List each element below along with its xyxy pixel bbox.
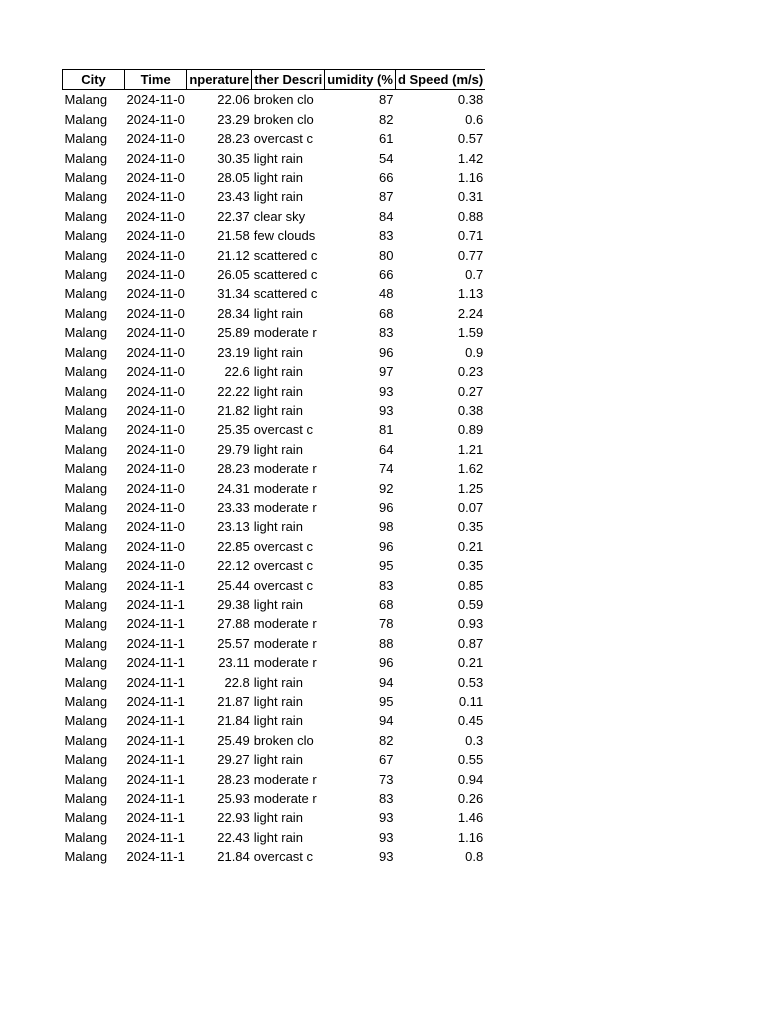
cell-wind-speed[interactable]: 0.7 <box>465 267 484 283</box>
cell-humidity[interactable]: 93 <box>378 383 394 399</box>
cell-temperature[interactable]: 22.85 <box>217 538 250 554</box>
table-row <box>63 653 486 672</box>
cell-city[interactable]: Malang <box>64 752 108 768</box>
cell-wind-speed[interactable]: 1.16 <box>457 829 484 845</box>
table-row <box>63 479 486 498</box>
cell-weather-description[interactable]: overcast c <box>253 538 314 554</box>
header-weather-description[interactable]: ther Descri <box>252 70 325 90</box>
cell-humidity[interactable]: 95 <box>378 558 394 574</box>
cell-temperature[interactable]: 22.8 <box>224 674 250 690</box>
table-row <box>63 382 486 401</box>
table-row <box>63 246 486 265</box>
cell-wind-speed[interactable]: 0.23 <box>457 364 484 380</box>
cell-wind-speed[interactable]: 0.89 <box>457 422 484 438</box>
cell-temperature[interactable]: 28.34 <box>217 305 250 321</box>
cell-humidity[interactable]: 96 <box>378 344 394 360</box>
table-row <box>63 90 486 110</box>
cell-wind-speed[interactable]: 1.62 <box>457 461 484 477</box>
cell-wind-speed[interactable]: 0.59 <box>457 596 484 612</box>
cell-city[interactable]: Malang <box>64 849 108 865</box>
cell-city[interactable]: Malang <box>64 422 108 438</box>
cell-weather-description[interactable]: moderate r <box>253 499 317 515</box>
cell-time[interactable]: 2024-11-1 <box>126 810 185 826</box>
cell-time[interactable]: 2024-11-0 <box>126 267 185 283</box>
cell-city[interactable]: Malang <box>64 616 108 632</box>
cell-temperature[interactable]: 23.43 <box>217 189 250 205</box>
cell-weather-description[interactable]: light rain <box>253 694 303 709</box>
cell-wind-speed[interactable]: 1.59 <box>457 325 484 341</box>
cell-wind-speed[interactable]: 0.87 <box>457 635 484 651</box>
cell-time[interactable]: 2024-11-1 <box>126 829 185 845</box>
header-humidity[interactable]: umidity (% <box>325 70 396 90</box>
cell-time[interactable]: 2024-11-0 <box>126 402 185 418</box>
cell-city[interactable]: Malang <box>64 402 108 418</box>
cell-time[interactable]: 2024-11-1 <box>126 616 185 632</box>
cell-temperature[interactable]: 21.84 <box>217 849 250 865</box>
cell-city[interactable]: Malang <box>64 344 108 360</box>
cell-time[interactable]: 2024-11-0 <box>126 519 185 535</box>
cell-time[interactable]: 2024-11-0 <box>126 131 185 147</box>
cell-humidity[interactable]: 81 <box>378 422 394 438</box>
cell-wind-speed[interactable]: 0.31 <box>457 189 484 205</box>
cell-weather-description[interactable]: scattered c <box>253 267 318 283</box>
cell-temperature[interactable]: 25.93 <box>217 791 250 807</box>
cell-wind-speed[interactable]: 0.38 <box>457 92 484 108</box>
table-row <box>63 343 486 362</box>
cell-temperature[interactable]: 29.38 <box>217 596 250 612</box>
cell-wind-speed[interactable]: 1.42 <box>457 150 484 166</box>
cell-city[interactable]: Malang <box>64 441 108 457</box>
cell-humidity[interactable]: 83 <box>378 325 394 341</box>
cell-wind-speed[interactable]: 0.9 <box>465 344 484 360</box>
cell-wind-speed[interactable]: 0.27 <box>457 383 484 399</box>
table-row <box>63 634 486 653</box>
header-row <box>63 70 486 90</box>
header-wind-speed[interactable]: d Speed (m/s) <box>395 70 485 90</box>
cell-wind-speed[interactable]: 0.35 <box>457 519 484 535</box>
table-row <box>63 459 486 478</box>
cell-weather-description[interactable]: light rain <box>253 402 303 418</box>
cell-time[interactable]: 2024-11-1 <box>126 694 185 709</box>
cell-humidity[interactable]: 87 <box>378 92 394 108</box>
cell-city[interactable]: Malang <box>64 791 108 807</box>
table-row <box>63 129 486 148</box>
cell-temperature[interactable]: 24.31 <box>217 480 250 496</box>
cell-weather-description[interactable]: overcast c <box>253 422 314 438</box>
cell-time[interactable]: 2024-11-0 <box>126 499 185 515</box>
cell-temperature[interactable]: 23.11 <box>218 655 250 671</box>
table-body <box>63 90 486 867</box>
cell-city[interactable]: Malang <box>64 519 108 535</box>
table-row <box>63 595 486 614</box>
cell-city[interactable]: Malang <box>64 461 108 477</box>
cell-weather-description[interactable]: overcast c <box>253 558 314 574</box>
cell-time[interactable]: 2024-11-1 <box>126 791 185 807</box>
cell-time[interactable]: 2024-11-0 <box>126 461 185 477</box>
cell-weather-description[interactable]: moderate r <box>253 616 317 632</box>
cell-wind-speed[interactable]: 0.85 <box>457 577 484 593</box>
cell-weather-description[interactable]: light rain <box>253 150 303 166</box>
cell-city[interactable]: Malang <box>64 480 108 496</box>
table-row <box>63 401 486 420</box>
table-row <box>63 265 486 284</box>
cell-wind-speed[interactable]: 1.25 <box>457 480 484 496</box>
cell-city[interactable]: Malang <box>64 674 108 690</box>
cell-city[interactable]: Malang <box>64 635 108 651</box>
cell-humidity[interactable]: 66 <box>378 267 394 283</box>
cell-weather-description[interactable]: light rain <box>253 170 303 186</box>
cell-weather-description[interactable]: scattered c <box>253 286 318 302</box>
cell-weather-description[interactable]: clear sky <box>253 208 306 224</box>
cell-time[interactable]: 2024-11-0 <box>126 422 185 438</box>
cell-city[interactable]: Malang <box>64 189 108 205</box>
cell-humidity[interactable]: 48 <box>378 286 394 302</box>
table-row <box>63 750 486 769</box>
cell-wind-speed[interactable]: 0.35 <box>457 558 484 574</box>
cell-time[interactable]: 2024-11-1 <box>126 732 185 748</box>
header-city[interactable]: City <box>63 70 125 90</box>
cell-humidity[interactable]: 84 <box>378 208 394 224</box>
cell-city[interactable]: Malang <box>64 325 108 341</box>
cell-time[interactable]: 2024-11-1 <box>126 674 185 690</box>
cell-wind-speed[interactable]: 0.21 <box>457 655 484 671</box>
cell-weather-description[interactable]: broken clo <box>253 92 314 108</box>
table-row <box>63 556 486 575</box>
cell-time[interactable]: 2024-11-0 <box>126 150 185 166</box>
cell-city[interactable]: Malang <box>64 228 108 244</box>
cell-weather-description[interactable]: overcast c <box>253 131 314 147</box>
cell-temperature[interactable]: 22.12 <box>217 558 250 574</box>
cell-temperature[interactable]: 21.84 <box>217 713 250 729</box>
cell-wind-speed[interactable]: 0.77 <box>457 247 484 263</box>
cell-temperature[interactable]: 25.35 <box>217 422 250 438</box>
cell-temperature[interactable]: 22.22 <box>217 383 250 399</box>
cell-humidity[interactable]: 66 <box>378 170 394 186</box>
cell-time[interactable]: 2024-11-0 <box>126 228 185 244</box>
cell-temperature[interactable]: 29.27 <box>217 752 250 768</box>
cell-humidity[interactable]: 68 <box>378 305 394 321</box>
cell-time[interactable]: 2024-11-0 <box>126 480 185 496</box>
cell-time[interactable]: 2024-11-1 <box>126 713 185 729</box>
cell-temperature[interactable]: 28.05 <box>217 170 250 186</box>
cell-humidity[interactable]: 61 <box>378 131 394 147</box>
cell-wind-speed[interactable]: 0.55 <box>457 752 484 768</box>
cell-city[interactable]: Malang <box>64 577 108 593</box>
table-row <box>63 323 486 342</box>
table-row <box>63 362 486 381</box>
cell-temperature[interactable]: 26.05 <box>217 267 250 283</box>
table-row <box>63 304 486 323</box>
table-row <box>63 789 486 808</box>
cell-temperature[interactable]: 25.89 <box>217 325 250 341</box>
cell-weather-description[interactable]: light rain <box>253 305 303 321</box>
cell-humidity[interactable]: 67 <box>378 752 394 768</box>
cell-weather-description[interactable]: overcast c <box>253 849 314 865</box>
cell-weather-description[interactable]: moderate r <box>253 635 317 651</box>
cell-weather-description[interactable]: moderate r <box>253 791 317 807</box>
cell-temperature[interactable]: 25.49 <box>217 732 250 748</box>
cell-humidity[interactable]: 92 <box>378 480 394 496</box>
cell-temperature[interactable]: 22.37 <box>217 208 250 224</box>
cell-humidity[interactable]: 73 <box>378 771 394 787</box>
cell-wind-speed[interactable]: 1.16 <box>457 170 484 186</box>
header-temperature[interactable]: nperature <box>187 70 252 90</box>
table-row <box>63 440 486 459</box>
table-row <box>63 187 486 206</box>
cell-humidity[interactable]: 93 <box>378 829 394 845</box>
cell-city[interactable]: Malang <box>64 771 108 787</box>
cell-wind-speed[interactable]: 0.11 <box>458 694 484 709</box>
cell-humidity[interactable]: 74 <box>378 461 394 477</box>
cell-weather-description[interactable]: light rain <box>253 519 303 535</box>
table-row <box>63 537 486 556</box>
cell-temperature[interactable]: 27.88 <box>217 616 250 632</box>
cell-city[interactable]: Malang <box>64 829 108 845</box>
cell-wind-speed[interactable]: 0.38 <box>457 402 484 418</box>
cell-time[interactable]: 2024-11-1 <box>126 635 185 651</box>
cell-time[interactable]: 2024-11-1 <box>126 849 185 865</box>
table-row <box>63 498 486 517</box>
cell-city[interactable]: Malang <box>64 286 108 302</box>
cell-temperature[interactable]: 23.29 <box>217 111 250 127</box>
cell-temperature[interactable]: 25.44 <box>217 577 250 593</box>
cell-city[interactable]: Malang <box>64 538 108 554</box>
cell-time[interactable]: 2024-11-1 <box>126 577 185 593</box>
cell-humidity[interactable]: 82 <box>378 732 394 748</box>
cell-wind-speed[interactable]: 0.71 <box>457 228 484 244</box>
cell-city[interactable]: Malang <box>64 305 108 321</box>
cell-city[interactable]: Malang <box>64 499 108 515</box>
cell-temperature[interactable]: 21.82 <box>217 402 250 418</box>
cell-humidity[interactable]: 80 <box>378 247 394 263</box>
cell-city[interactable]: Malang <box>64 810 108 826</box>
cell-wind-speed[interactable]: 1.21 <box>457 441 484 457</box>
table-row <box>63 731 486 750</box>
cell-time[interactable]: 2024-11-0 <box>126 286 185 302</box>
cell-city[interactable]: Malang <box>64 247 108 263</box>
cell-weather-description[interactable]: moderate r <box>253 771 317 787</box>
cell-city[interactable]: Malang <box>64 596 108 612</box>
cell-wind-speed[interactable]: 0.26 <box>457 791 484 807</box>
cell-humidity[interactable]: 83 <box>378 577 394 593</box>
cell-temperature[interactable]: 29.79 <box>217 441 250 457</box>
table-row <box>63 284 486 303</box>
cell-time[interactable]: 2024-11-0 <box>126 383 185 399</box>
cell-weather-description[interactable]: moderate r <box>253 325 317 341</box>
cell-city[interactable]: Malang <box>64 267 108 283</box>
table-row <box>63 770 486 789</box>
cell-temperature[interactable]: 28.23 <box>217 771 250 787</box>
cell-time[interactable]: 2024-11-0 <box>126 325 185 341</box>
cell-city[interactable]: Malang <box>64 131 108 147</box>
table-row <box>63 692 486 711</box>
table-row <box>63 576 486 595</box>
cell-temperature[interactable]: 31.34 <box>217 286 250 302</box>
cell-wind-speed[interactable]: 1.13 <box>457 286 484 302</box>
cell-humidity[interactable]: 93 <box>378 810 394 826</box>
cell-time[interactable]: 2024-11-0 <box>126 92 185 108</box>
table-row <box>63 673 486 692</box>
cell-humidity[interactable]: 64 <box>378 441 394 457</box>
cell-city[interactable]: Malang <box>64 655 108 671</box>
cell-time[interactable]: 2024-11-0 <box>126 558 185 574</box>
cell-humidity[interactable]: 68 <box>378 596 394 612</box>
cell-time[interactable]: 2024-11-1 <box>126 752 185 768</box>
cell-wind-speed[interactable]: 0.8 <box>465 849 484 865</box>
cell-time[interactable]: 2024-11-1 <box>126 596 185 612</box>
cell-weather-description[interactable]: light rain <box>253 189 303 205</box>
cell-weather-description[interactable]: light rain <box>253 713 303 729</box>
table-row <box>63 847 486 866</box>
table-row <box>63 420 486 439</box>
cell-city[interactable]: Malang <box>64 732 108 748</box>
cell-city[interactable]: Malang <box>64 111 108 127</box>
table-row <box>63 110 486 129</box>
cell-weather-description[interactable]: light rain <box>253 344 303 360</box>
cell-weather-description[interactable]: scattered c <box>253 247 318 263</box>
cell-humidity[interactable]: 93 <box>378 849 394 865</box>
table-row <box>63 711 486 730</box>
cell-humidity[interactable]: 97 <box>378 364 394 380</box>
cell-humidity[interactable]: 96 <box>378 538 394 554</box>
cell-city[interactable]: Malang <box>64 364 108 380</box>
cell-time[interactable]: 2024-11-1 <box>126 771 185 787</box>
cell-weather-description[interactable]: few clouds <box>253 228 316 244</box>
cell-time[interactable]: 2024-11-0 <box>126 305 185 321</box>
cell-city[interactable]: Malang <box>64 558 108 574</box>
cell-time[interactable]: 2024-11-0 <box>126 364 185 380</box>
cell-temperature[interactable]: 28.23 <box>217 461 250 477</box>
cell-wind-speed[interactable]: 0.45 <box>457 713 484 729</box>
cell-weather-description[interactable]: light rain <box>253 752 303 768</box>
cell-wind-speed[interactable]: 0.6 <box>465 111 484 127</box>
cell-temperature[interactable]: 22.06 <box>217 92 250 108</box>
cell-city[interactable]: Malang <box>64 170 108 186</box>
cell-weather-description[interactable]: light rain <box>253 829 303 845</box>
cell-temperature[interactable]: 21.12 <box>217 247 250 263</box>
cell-weather-description[interactable]: light rain <box>253 596 303 612</box>
cell-weather-description[interactable]: moderate r <box>253 461 317 477</box>
cell-humidity[interactable]: 87 <box>378 189 394 205</box>
cell-temperature[interactable]: 28.23 <box>217 131 250 147</box>
table-row <box>63 226 486 245</box>
cell-time[interactable]: 2024-11-0 <box>126 170 185 186</box>
cell-weather-description[interactable]: light rain <box>253 383 303 399</box>
table-row <box>63 149 486 168</box>
cell-time[interactable]: 2024-11-0 <box>126 344 185 360</box>
cell-wind-speed[interactable]: 0.88 <box>457 208 484 224</box>
cell-weather-description[interactable]: light rain <box>253 674 303 690</box>
cell-wind-speed[interactable]: 2.24 <box>457 305 484 321</box>
cell-time[interactable]: 2024-11-0 <box>126 247 185 263</box>
cell-humidity[interactable]: 94 <box>378 713 394 729</box>
cell-humidity[interactable]: 82 <box>378 111 394 127</box>
cell-humidity[interactable]: 95 <box>378 694 394 709</box>
cell-humidity[interactable]: 96 <box>378 499 394 515</box>
cell-temperature[interactable]: 22.43 <box>217 829 250 845</box>
cell-temperature[interactable]: 23.33 <box>217 499 250 515</box>
cell-weather-description[interactable]: moderate r <box>253 655 317 671</box>
cell-time[interactable]: 2024-11-0 <box>126 111 185 127</box>
cell-weather-description[interactable]: light rain <box>253 364 303 380</box>
cell-city[interactable]: Malang <box>64 383 108 399</box>
cell-wind-speed[interactable]: 0.94 <box>457 771 484 787</box>
header-time[interactable]: Time <box>125 70 187 90</box>
cell-temperature[interactable]: 22.93 <box>217 810 250 826</box>
cell-time[interactable]: 2024-11-1 <box>126 655 185 671</box>
cell-humidity[interactable]: 94 <box>378 674 394 690</box>
cell-temperature[interactable]: 21.87 <box>217 694 250 709</box>
cell-humidity[interactable]: 88 <box>378 635 394 651</box>
table-row <box>63 614 486 633</box>
cell-humidity[interactable]: 54 <box>378 150 394 166</box>
table-row <box>63 517 486 536</box>
cell-city[interactable]: Malang <box>64 713 108 729</box>
cell-weather-description[interactable]: broken clo <box>253 111 314 127</box>
cell-wind-speed[interactable]: 0.07 <box>457 499 484 515</box>
cell-wind-speed[interactable]: 0.21 <box>457 538 484 554</box>
cell-wind-speed[interactable]: 1.46 <box>457 810 484 826</box>
cell-weather-description[interactable]: moderate r <box>253 480 317 496</box>
cell-temperature[interactable]: 30.35 <box>217 150 250 166</box>
cell-temperature[interactable]: 21.58 <box>217 228 250 244</box>
cell-wind-speed[interactable]: 0.93 <box>457 616 484 632</box>
cell-humidity[interactable]: 96 <box>378 655 394 671</box>
cell-weather-description[interactable]: light rain <box>253 810 303 826</box>
table-row <box>63 808 486 827</box>
cell-temperature[interactable]: 25.57 <box>217 635 250 651</box>
cell-weather-description[interactable]: broken clo <box>253 732 314 748</box>
cell-temperature[interactable]: 23.19 <box>217 344 250 360</box>
cell-time[interactable]: 2024-11-0 <box>126 189 185 205</box>
table-row <box>63 207 486 226</box>
cell-city[interactable]: Malang <box>64 208 108 224</box>
spreadsheet-table <box>62 69 485 867</box>
cell-city[interactable]: Malang <box>64 150 108 166</box>
cell-time[interactable]: 2024-11-0 <box>126 208 185 224</box>
cell-humidity[interactable]: 83 <box>378 791 394 807</box>
cell-humidity[interactable]: 83 <box>378 228 394 244</box>
cell-time[interactable]: 2024-11-0 <box>126 538 185 554</box>
cell-city[interactable]: Malang <box>64 694 108 709</box>
table-row <box>63 828 486 847</box>
cell-city[interactable]: Malang <box>64 92 108 108</box>
cell-temperature[interactable]: 22.6 <box>224 364 250 380</box>
cell-wind-speed[interactable]: 0.57 <box>457 131 484 147</box>
cell-temperature[interactable]: 23.13 <box>217 519 250 535</box>
table-row <box>63 168 486 187</box>
cell-humidity[interactable]: 98 <box>378 519 394 535</box>
cell-weather-description[interactable]: overcast c <box>253 577 314 593</box>
cell-weather-description[interactable]: light rain <box>253 441 303 457</box>
cell-humidity[interactable]: 78 <box>378 616 394 632</box>
cell-wind-speed[interactable]: 0.53 <box>457 674 484 690</box>
cell-wind-speed[interactable]: 0.3 <box>465 732 484 748</box>
cell-humidity[interactable]: 93 <box>378 402 394 418</box>
cell-time[interactable]: 2024-11-0 <box>126 441 185 457</box>
